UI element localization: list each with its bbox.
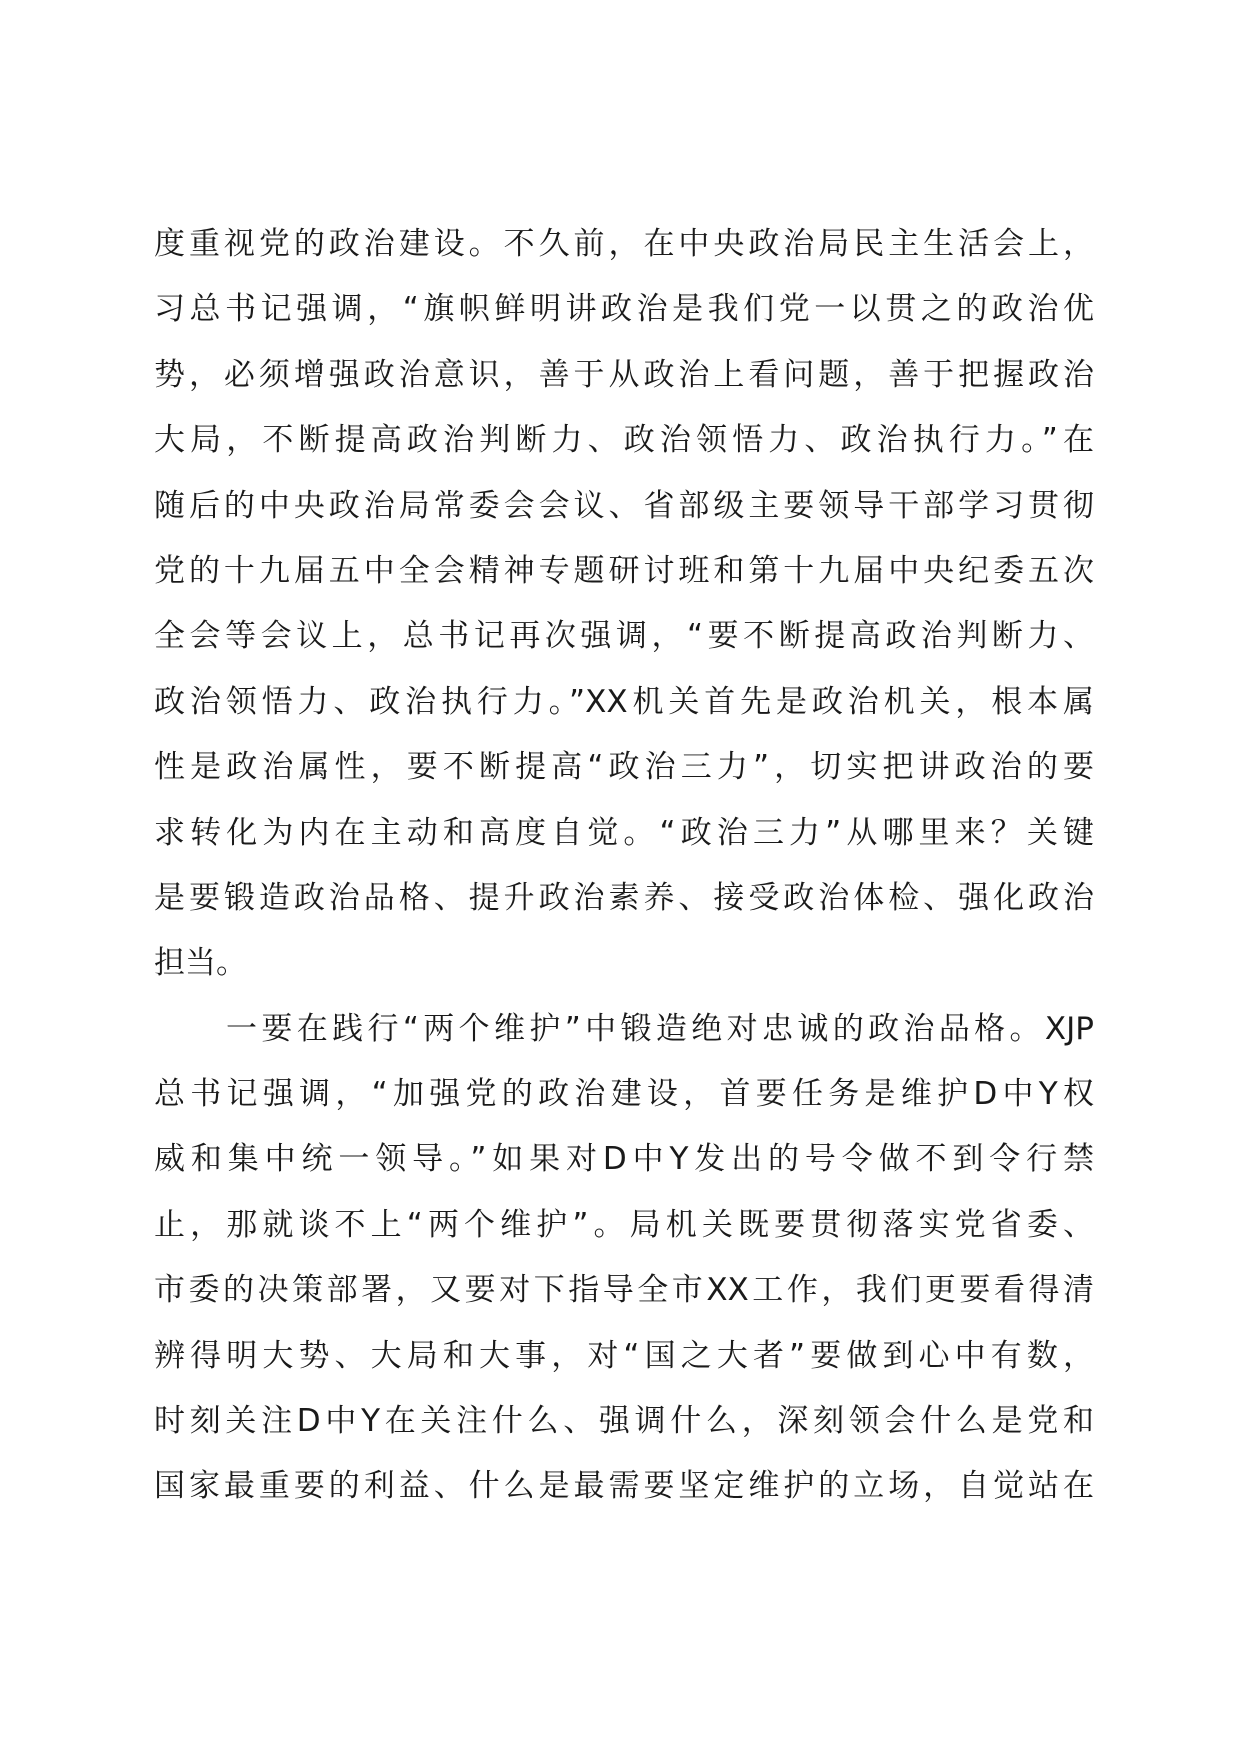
text-line: 习总书记强调，“旗帜鲜明讲政治是我们党一以贯之的政治优	[154, 291, 1094, 328]
text-line: 国家最重要的利益、什么是最需要坚定维护的立场，自觉站在	[154, 1468, 1094, 1505]
text-line: 止，那就谈不上“两个维护”。局机关既要贯彻落实党省委、	[154, 1206, 1094, 1243]
text-line: 政治领悟力、政治执行力。”XX机关首先是政治机关，根本属	[154, 683, 1094, 720]
body-text	[154, 212, 1094, 1520]
text-line: 随后的中央政治局常委会会议、省部级主要领导干部学习贯彻	[154, 487, 1094, 524]
text-line: 势，必须增强政治意识，善于从政治上看问题，善于把握政治	[154, 356, 1094, 393]
text-line: 求转化为内在主动和高度自觉。“政治三力”从哪里来？关键	[154, 814, 1094, 851]
text-line: 党的十九届五中全会精神专题研讨班和第十九届中央纪委五次	[154, 552, 1094, 589]
text-line: 全会等会议上，总书记再次强调，“要不断提高政治判断力、	[154, 618, 1094, 655]
paragraph-start-line: 一要在践行“两个维护”中锻造绝对忠诚的政治品格。XJP	[226, 1010, 1094, 1047]
text-line: 总书记强调，“加强党的政治建设，首要任务是维护D中Y权	[154, 1076, 1094, 1113]
text-line: 性是政治属性，要不断提高“政治三力”，切实把讲政治的要	[154, 749, 1094, 786]
text-line: 度重视党的政治建设。不久前，在中央政治局民主生活会上，	[154, 226, 1094, 262]
text-line: 辨得明大势、大局和大事，对“国之大者”要做到心中有数，	[154, 1337, 1094, 1374]
paragraph-end-line: 担当。	[154, 945, 247, 982]
text-line: 大局，不断提高政治判断力、政治领悟力、政治执行力。”在	[154, 422, 1094, 459]
text-line: 威和集中统一领导。”如果对D中Y发出的号令做不到令行禁	[154, 1141, 1094, 1178]
text-line: 市委的决策部署，又要对下指导全市XX工作，我们更要看得清	[154, 1272, 1094, 1309]
text-line: 时刻关注D中Y在关注什么、强调什么，深刻领会什么是党和	[154, 1403, 1094, 1440]
text-line: 是要锻造政治品格、提升政治素养、接受政治体检、强化政治	[154, 879, 1094, 916]
